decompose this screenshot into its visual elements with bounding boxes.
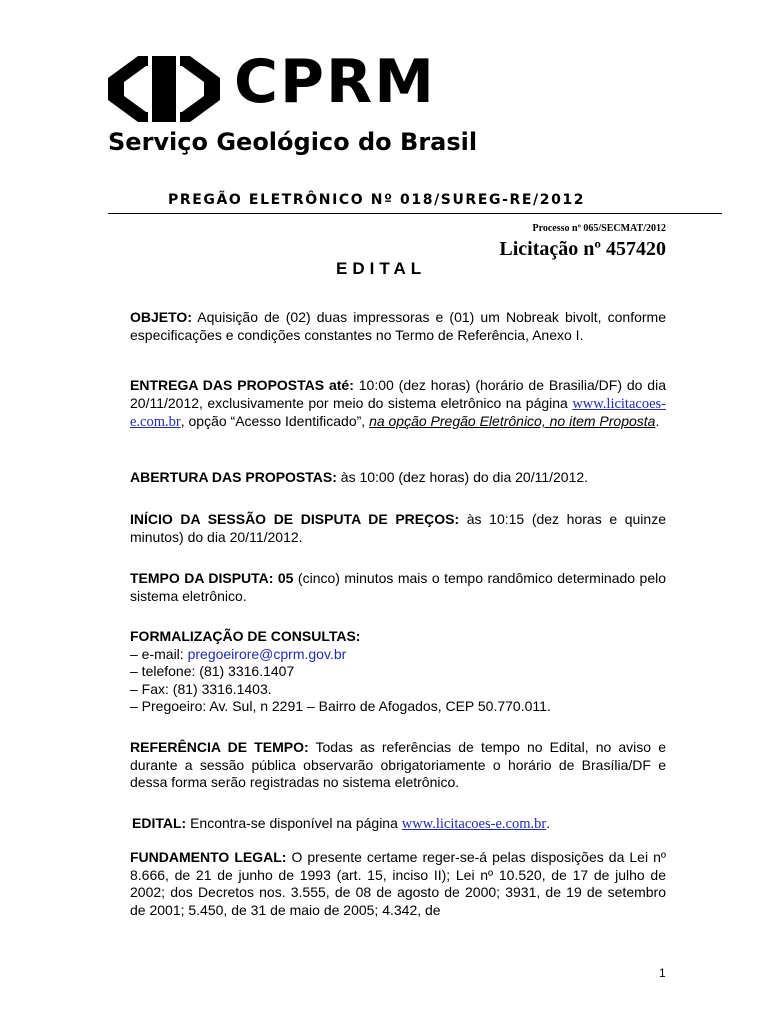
edital-link[interactable]: www.licitacoes-e.com.br xyxy=(401,816,547,832)
referencia-paragraph xyxy=(130,739,666,792)
edital-text-end: . xyxy=(546,815,551,831)
page-number: 1 xyxy=(659,966,666,980)
fundamento-paragraph xyxy=(130,849,666,919)
tempo-text: (cinco) minutos mais o tempo randômico determinado pelo sistema eletrônico. xyxy=(130,570,666,604)
fax-line: – Fax: (81) 3316.1403. xyxy=(130,680,272,697)
logo-wordmark: CPRM xyxy=(234,47,436,117)
telefone-line: – telefone: (81) 3316.1407 xyxy=(130,663,295,679)
abertura-paragraph xyxy=(130,469,666,487)
formalizacao-block xyxy=(130,628,666,716)
cprm-logo xyxy=(108,47,508,160)
email-prefix: – e-mail: xyxy=(130,645,188,662)
objeto-paragraph xyxy=(130,309,666,344)
pregoeiro-line: – Pregoeiro: Av. Sul, n 2291 – Bairro de Afogados, CEP 50.770.011. xyxy=(130,698,551,714)
fundamento-text: O presente certame reger-se-á pelas disposições da Lei nº 8.666, de 21 de junho de 1993 (art. 15, inciso II); Lei nº 10.520, de 17 de julho de 2002; dos Decretos nos. 3.555, de 08 de agosto de 2000; 3931, de 19 de setembro de 2001; 5.450, de 31 de maio de 2005; 4.342, de xyxy=(130,849,666,918)
licitacao-number: Licitação nº 457420 xyxy=(499,238,666,260)
entrega-italic-text: na opção Pregão Eletrônico, no item Proposta xyxy=(369,413,656,429)
logo-subtitle: Serviço Geológico do Brasil xyxy=(108,128,478,156)
objeto-label: OBJETO: xyxy=(130,309,192,325)
inicio-paragraph xyxy=(130,511,666,546)
abertura-label: ABERTURA DAS PROPOSTAS: xyxy=(130,469,337,485)
tempo-paragraph xyxy=(130,570,666,605)
fundamento-label: FUNDAMENTO LEGAL: xyxy=(130,849,287,865)
entrega-text-2: , opção “Acesso Identificado”, xyxy=(180,413,370,429)
cprm-emblem-icon xyxy=(108,56,220,122)
abertura-text: às 10:00 (dez horas) do dia 20/11/2012. xyxy=(336,469,589,485)
email-link[interactable]: pregoeirore@cprm.gov.br xyxy=(187,645,347,662)
tempo-label: TEMPO DA DISPUTA: 05 xyxy=(130,570,294,586)
entrega-text: 10:00 (dez horas) (horário de Brasilia/DF) do dia 20/11/2012, exclusivamente por meio do sistema eletrônico na página xyxy=(130,377,666,411)
inicio-text: às 10:15 (dez horas e quinze minutos) do dia 20/11/2012. xyxy=(130,511,666,545)
edital-text: Encontra-se disponível na página xyxy=(186,815,402,831)
licitacoes-link[interactable]: www.licitacoes-e.com.br xyxy=(130,395,666,430)
objeto-text: Aquisição de (02) duas impressoras e (01) um Nobreak bivolt, conforme especificações e condições constantes no Termo de Referência, Anexo I. xyxy=(130,309,666,343)
header-divider xyxy=(108,213,722,214)
inicio-label: INÍCIO DA SESSÃO DE DISPUTA DE PREÇOS: xyxy=(130,511,460,527)
entrega-label: ENTREGA DAS PROPOSTAS até: xyxy=(130,377,354,393)
edital-label: EDITAL: xyxy=(132,815,187,831)
processo-number: Processo nº 065/SECMAT/2012 xyxy=(532,223,666,234)
email-line xyxy=(130,646,666,664)
edital-paragraph xyxy=(132,815,668,834)
entrega-text-end: . xyxy=(655,413,660,429)
referencia-text: Todas as referências de tempo no Edital, no aviso e durante a sessão pública observarão obrigatoriamente o horário de Brasília/DF e dessa forma serão registradas no sistema eletrônico. xyxy=(130,739,666,790)
entrega-paragraph xyxy=(130,377,666,432)
formalizacao-label: FORMALIZAÇÃO DE CONSULTAS: xyxy=(130,628,361,644)
pregao-heading: PREGÃO ELETRÔNICO Nº 018/SUREG-RE/2012 xyxy=(168,192,586,208)
referencia-label: REFERÊNCIA DE TEMPO: xyxy=(130,739,309,755)
edital-title: EDITAL xyxy=(336,259,427,278)
